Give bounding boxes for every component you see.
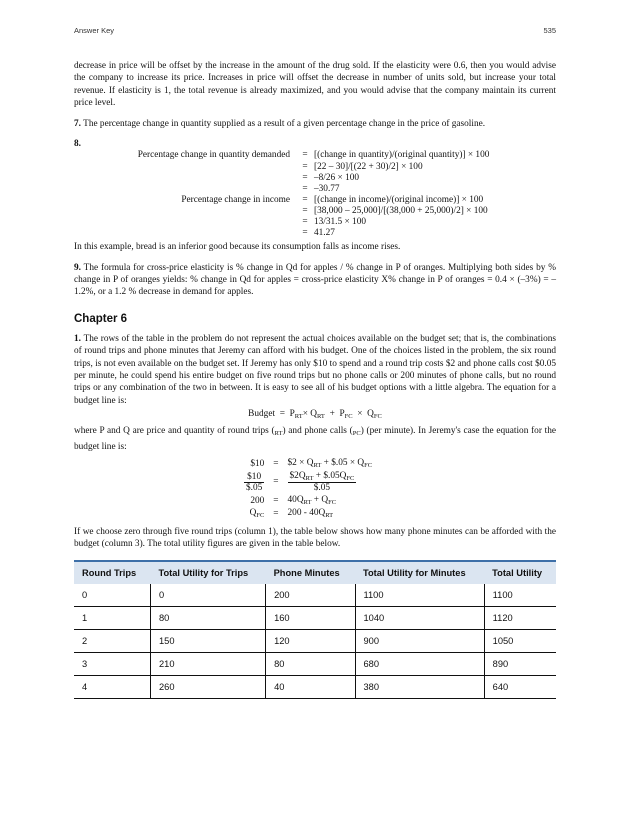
equation-row: Percentage change in quantity demanded = [(change in quantity)/(original quantity)] × 100 (137, 150, 490, 161)
table-cell: 640 (484, 675, 556, 698)
table-intro: If we choose zero through five round trips (column 1), the table below shows how many phone minutes can be afforded with the budget (column 3). The total utility figures are given in the table below. (74, 527, 556, 550)
column-header: Total Utility for Minutes (355, 561, 484, 584)
table-cell: 680 (355, 652, 484, 675)
table-cell: 80 (266, 652, 355, 675)
table-cell: 2 (74, 629, 150, 652)
equation-row: = –30.77 (302, 183, 340, 194)
table-cell: 380 (355, 675, 484, 698)
table-cell: 0 (150, 584, 265, 607)
budget-algebra: $10 = $2 × $Q_{RT}$ + $.05 × $Q_{FC}$ $\frac{\$10}{\$.05}$ = $\frac{\$2Q_{RT} + \$.05Q_{FC}}{\$.05}$ 200 = $40Q_{RT} + Q_{FC}$ $Q_{FC}$ = $200 - 40Q_{RT}$ (246, 458, 373, 520)
answer-7 (74, 118, 556, 130)
page-content (74, 60, 556, 699)
table-cell: 0 (74, 584, 150, 607)
equation-row: = 41.27 (302, 228, 335, 239)
answer-number: 1. (74, 333, 81, 344)
column-header: Phone Minutes (266, 561, 355, 584)
answer-text: The percentage change in quantity supplied as a result of a given percentage change in the price of gasoline. (83, 118, 486, 129)
answer-9 (74, 262, 556, 299)
table-cell: 80 (150, 606, 265, 629)
answer-8 (74, 138, 556, 150)
answer-number: 9. (74, 262, 81, 273)
table-cell: 4 (74, 675, 150, 698)
table-cell: 120 (266, 629, 355, 652)
table-cell: 40 (266, 675, 355, 698)
table-cell: 160 (266, 606, 355, 629)
chapter-heading: Chapter 6 (74, 312, 128, 325)
answer-number: 7. (74, 118, 81, 129)
table-row (74, 629, 556, 652)
column-header: Total Utility (484, 561, 556, 584)
table-row (74, 652, 556, 675)
table-cell: 1 (74, 606, 150, 629)
page-number: 535 (543, 26, 556, 35)
table-cell: 3 (74, 652, 150, 675)
budget-where-text: where P and Q are price and quantity of round trips $(_{RT})$ and phone calls $(_{PC})$ (per minute). In Jeremy's case the equation for the budget line is: (74, 426, 556, 452)
table-row (74, 675, 556, 698)
running-header: Answer Key (74, 26, 115, 35)
table-cell: 260 (150, 675, 265, 698)
equation-row: = 13/31.5 × 100 (302, 217, 366, 227)
equation-row: = [22 – 30]/[(22 + 30)/2] × 100 (302, 161, 423, 172)
column-header: Total Utility for Trips (150, 561, 265, 584)
paragraph-elasticity: decrease in price will be offset by the increase in the amount of the drug sold. If the elasticity were 0.6, then you would advise the company to increase its price. Increases in price will offset the decrease in number of units sold, but increase your total revenue. If elasticity is 1, the total revenue is already maximized, and you would advise that the company maintain its current price level. (74, 61, 556, 109)
equation-row: Percentage change in income = [(change in income)/(original income)] × 100 (181, 194, 484, 205)
budget-equation: Budget = $P_{RT}\times Q_{RT} + P_{FC} \times Q_{FC}$ (248, 409, 382, 421)
answer-text: The formula for cross-price elasticity is % change in Qd for apples / % change in P of oranges. Multiplying both sides by % change in P of oranges yields: % change in Qd for apples = cross-price elasticity X% change in P of oranges = 0.4 × (–3%) = –1.2%, or a 1.2 % decrease in demand for apples. (74, 262, 556, 298)
table-cell: 1100 (484, 584, 556, 607)
table-cell: 1120 (484, 606, 556, 629)
table-cell: 890 (484, 652, 556, 675)
equation-row: = –8/26 × 100 (302, 172, 360, 183)
elasticity-equations (74, 150, 489, 239)
table-cell: 900 (355, 629, 484, 652)
answer-8-conclusion: In this example, bread is an inferior good because its consumption falls as income rises. (74, 242, 401, 253)
table-cell: 1040 (355, 606, 484, 629)
table-cell: 210 (150, 652, 265, 675)
table-cell: 150 (150, 629, 265, 652)
answer-number: 8. (74, 139, 81, 150)
chapter6-answer-1 (74, 333, 556, 407)
answer-text: The rows of the table in the problem do not represent the actual choices available on the budget set; that is, the combinations of round trips and phone minutes that Jeremy can afford with his budget. One of the choices listed in the problem, the six round trips, is not even available on the budget set. If Jeremy has only $10 to spend and a round trip costs $2 and phone calls cost $0.05 per minute, he could spend his entire budget on five round trips but no phone calls or 200 minutes of phone calls, but no round trips or any combination of the two in between. It is easy to see all of his budget options with a little algebra. The equation for a budget line is: (74, 333, 557, 406)
equation-row: = [38,000 – 25,000]/[(38,000 + 25,000)/2] × 100 (302, 205, 488, 216)
table-row (74, 584, 556, 607)
utility-table (74, 560, 556, 699)
table-cell: 1100 (355, 584, 484, 607)
table-cell: 1050 (484, 629, 556, 652)
column-header: Round Trips (74, 561, 150, 584)
table-row (74, 606, 556, 629)
table-cell: 200 (266, 584, 355, 607)
